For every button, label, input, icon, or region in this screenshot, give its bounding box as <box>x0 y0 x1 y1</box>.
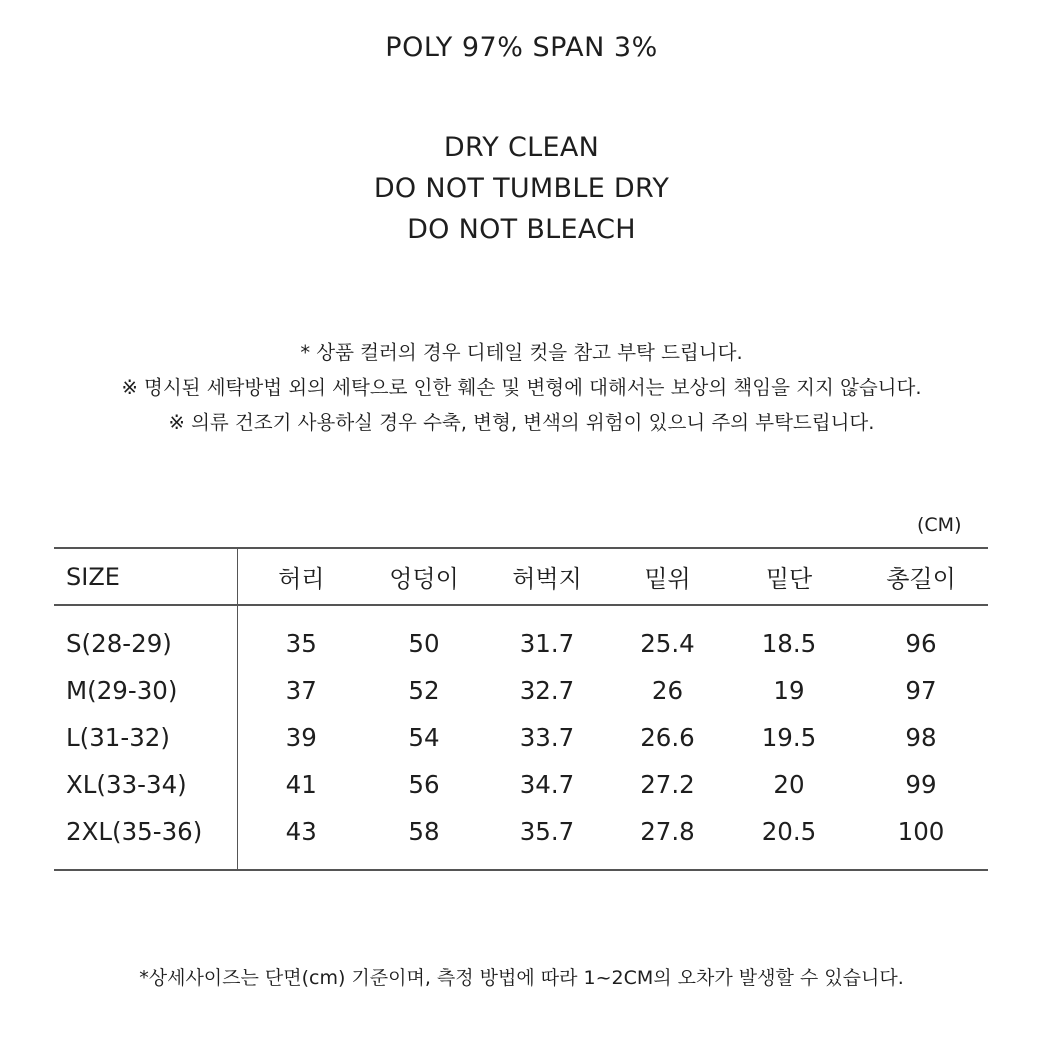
care-line-dry-clean: DRY CLEAN <box>443 132 600 163</box>
table-cell: 50 <box>408 629 440 658</box>
table-row <box>54 667 988 714</box>
table-header-row <box>54 548 988 605</box>
material-composition: POLY 97% SPAN 3% <box>385 32 658 63</box>
header-total-length: 총길이 <box>886 565 956 593</box>
header-hip: 엉덩이 <box>389 565 459 593</box>
table-cell: 26.6 <box>640 723 695 752</box>
table-cell: 25.4 <box>640 629 695 658</box>
care-line-no-tumble-dry: DO NOT TUMBLE DRY <box>373 173 670 204</box>
header-thigh: 허벅지 <box>512 565 582 593</box>
size-label: 2XL(35-36) <box>54 808 237 870</box>
table-cell: 100 <box>897 817 945 846</box>
size-label: M(29-30) <box>54 667 237 714</box>
table-cell: 26 <box>651 676 684 705</box>
header-waist: 허리 <box>278 565 325 593</box>
table-cell: 27.8 <box>640 817 695 846</box>
table-cell: 54 <box>408 723 440 752</box>
size-chart-table <box>54 547 988 871</box>
size-label: L(31-32) <box>54 714 237 761</box>
size-label: XL(33-34) <box>54 761 237 808</box>
table-cell: 19 <box>773 676 805 705</box>
table-row <box>54 605 988 667</box>
table-cell: 19.5 <box>761 723 817 752</box>
table-row <box>54 808 988 870</box>
size-label: S(28-29) <box>54 605 237 667</box>
table-cell: 99 <box>905 770 937 799</box>
table-cell: 31.7 <box>519 629 575 658</box>
note-washing-liability: ※ 명시된 세탁방법 외의 세탁으로 인한 훼손 및 변형에 대해서는 보상의 책임을 지지 않습니다. <box>121 376 922 399</box>
note-color-detail: * 상품 컬러의 경우 디테일 컷을 참고 부탁 드립니다. <box>300 341 743 364</box>
table-cell: 96 <box>905 629 937 658</box>
table-cell: 34.7 <box>519 770 575 799</box>
note-dryer-warning: ※ 의류 건조기 사용하실 경우 수축, 변형, 변색의 위험이 있으니 주의 부탁드립니다. <box>168 411 875 434</box>
table-cell: 35 <box>285 629 317 658</box>
table-cell: 35.7 <box>519 817 575 846</box>
header-rise: 밑위 <box>644 565 691 593</box>
table-cell: 20.5 <box>761 817 817 846</box>
table-cell: 43 <box>285 817 317 846</box>
table-cell: 56 <box>408 770 440 799</box>
table-row <box>54 761 988 808</box>
header-size: SIZE <box>54 548 237 605</box>
table-cell: 39 <box>285 723 317 752</box>
table-cell: 33.7 <box>519 723 575 752</box>
measurement-disclaimer: *상세사이즈는 단면(cm) 기준이며, 측정 방법에 따라 1~2CM의 오차가 발생할 수 있습니다. <box>139 967 904 989</box>
table-cell: 52 <box>408 676 440 705</box>
table-cell: 98 <box>905 723 937 752</box>
table-cell: 41 <box>285 770 317 799</box>
unit-label: (CM) <box>917 514 962 536</box>
table-cell: 18.5 <box>761 629 817 658</box>
table-row <box>54 714 988 761</box>
table-cell: 32.7 <box>519 676 575 705</box>
care-line-no-bleach: DO NOT BLEACH <box>407 214 636 245</box>
header-hem: 밑단 <box>765 565 813 593</box>
table-cell: 37 <box>285 676 317 705</box>
table-cell: 20 <box>773 770 805 799</box>
table-cell: 27.2 <box>640 770 695 799</box>
table-cell: 58 <box>408 817 440 846</box>
table-cell: 97 <box>905 676 937 705</box>
